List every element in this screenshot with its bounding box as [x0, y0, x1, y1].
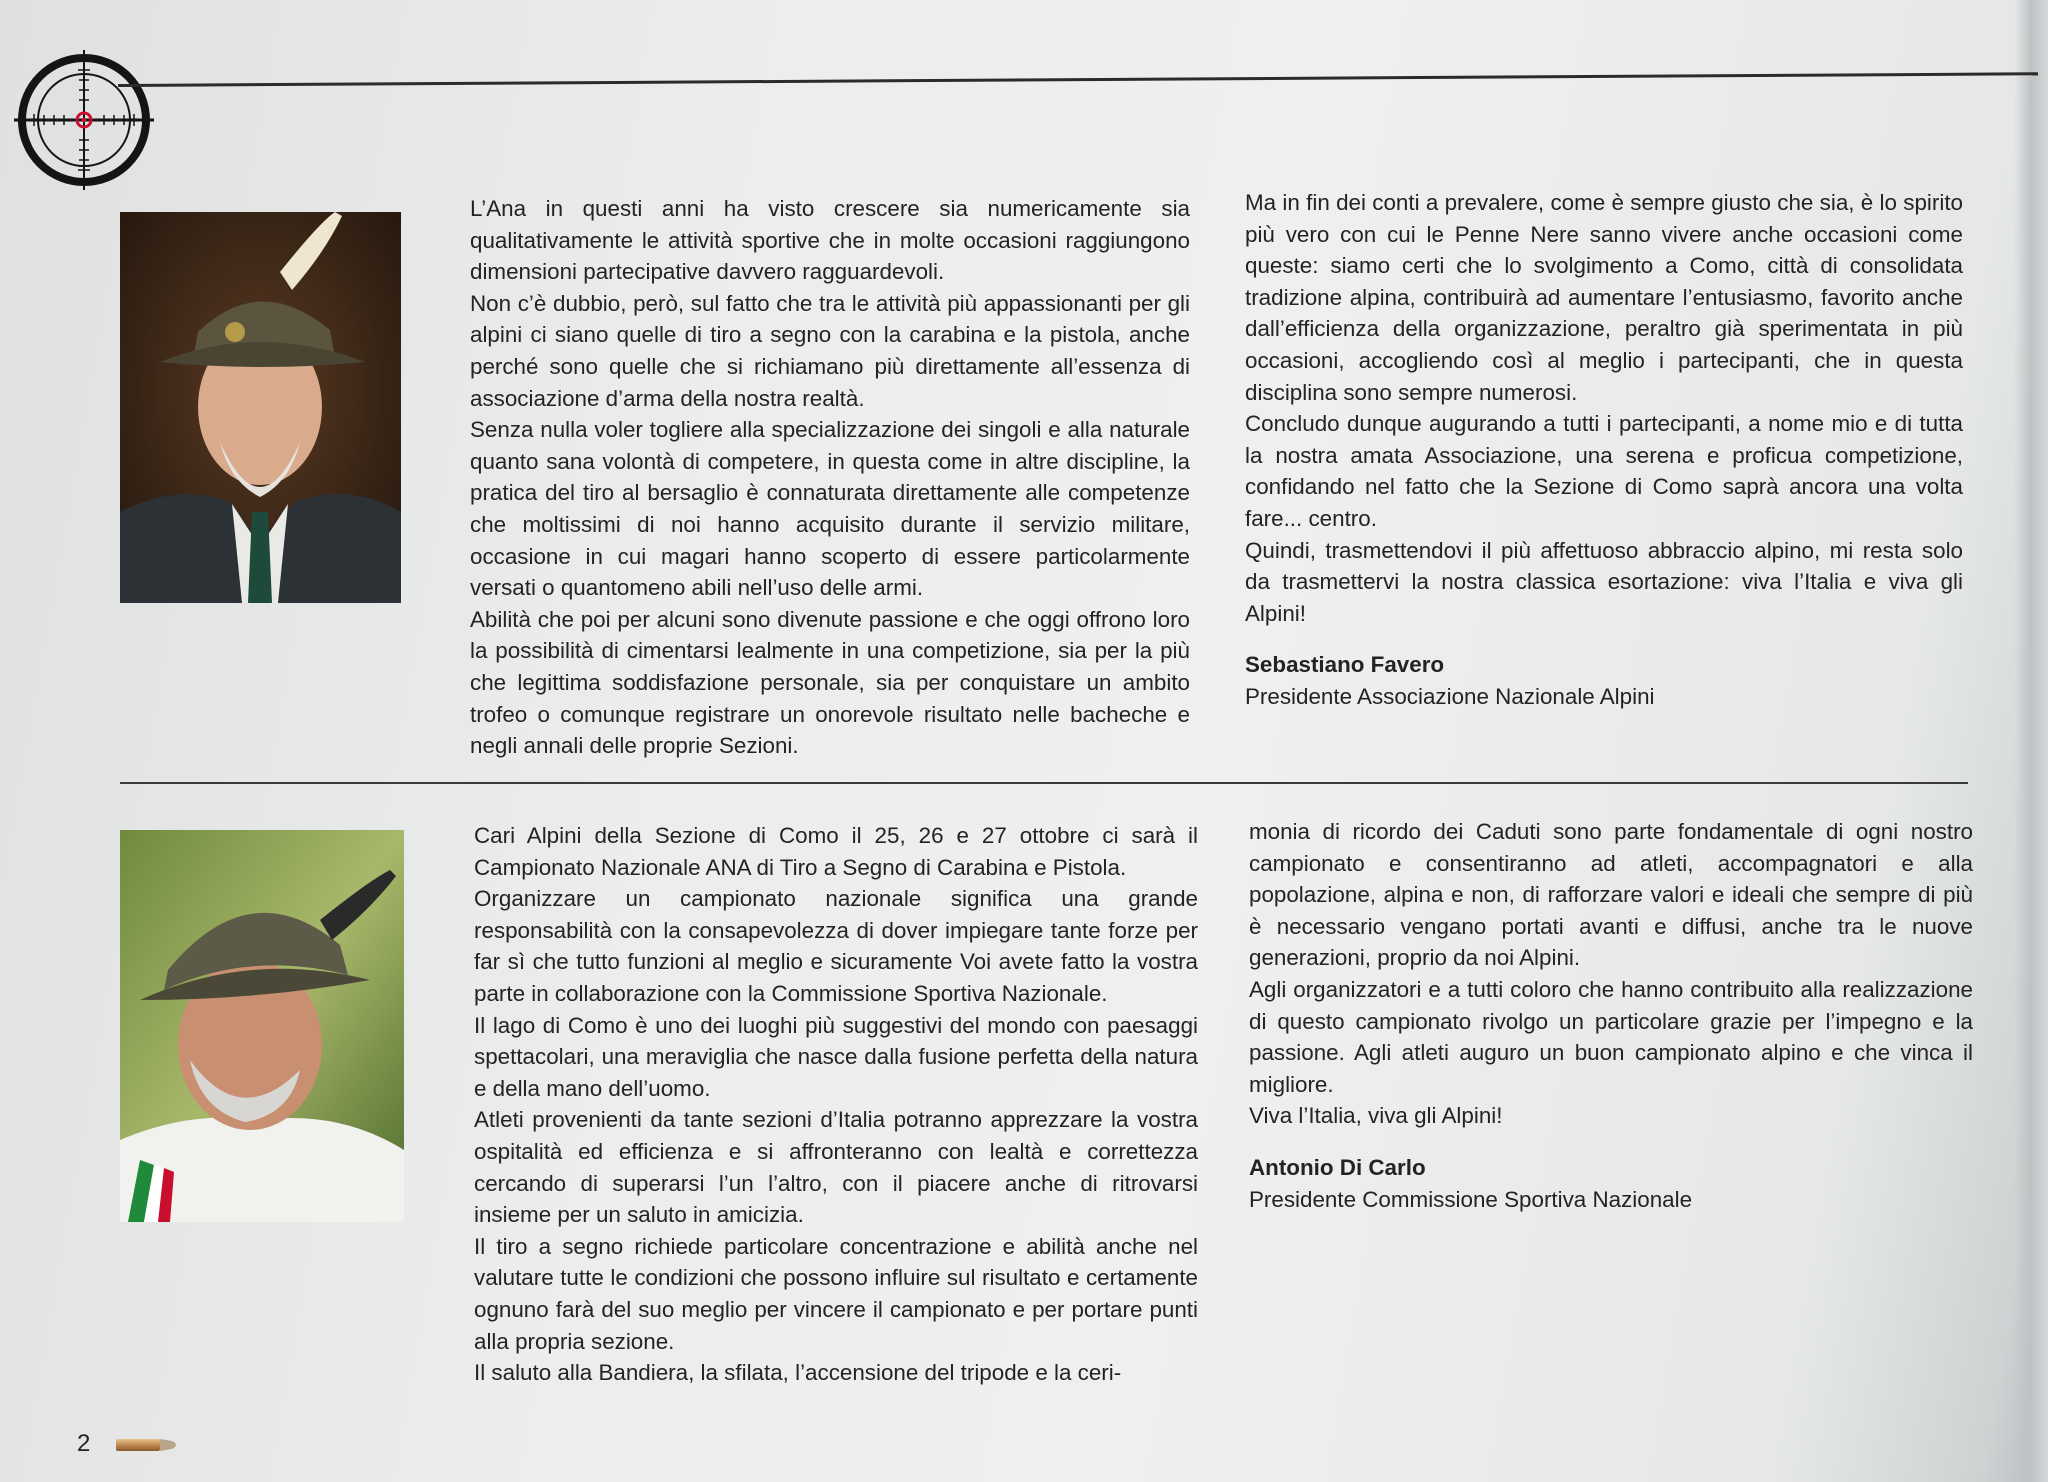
signature-name: Antonio Di Carlo	[1249, 1154, 1426, 1180]
paragraph: Il tiro a segno richiede particolare concentrazione e abilità anche nel valutare tutte le condizioni che possono influire sul risultato e certamente ognuno farà del suo meglio per vincere il campionato e per portare punti alla propria sezione.	[474, 1233, 1198, 1354]
crosshair-target-icon	[14, 50, 154, 190]
signature-role: Presidente Associazione Nazionale Alpini	[1245, 683, 1655, 709]
section-divider	[120, 782, 1968, 784]
paragraph: Organizzare un campionato nazionale significa una grande responsabilità con la consapevolezza di dover impiegare tante forze per far sì che tutto funzioni al meglio e sicuramente Voi avete fatto la vostra parte in collaborazione con la Commissione Sportiva Nazionale.	[474, 886, 1198, 1006]
article-column-right-1	[1245, 187, 1963, 713]
signature-role: Presidente Commissione Sportiva Nazionale	[1249, 1186, 1693, 1212]
bullet-icon	[112, 1434, 182, 1456]
paragraph: Concludo dunque augurando a tutti i partecipanti, a nome mio e di tutta la nostra amata Associazione, una serena e proficua competizione, confidando nel fatto che la Sezione di Como saprà ancora una volta fare... centro.	[1245, 411, 1963, 531]
signature-name: Sebastiano Favero	[1245, 652, 1445, 678]
paragraph: Il lago di Como è uno dei luoghi più suggestivi del mondo con paesaggi spettacolari, una meraviglia che nasce dalla fusione perfetta della natura e della mano dell’uomo.	[474, 1012, 1198, 1101]
paragraph: Cari Alpini della Sezione di Como il 25, 26 e 27 ottobre ci sarà il Campionato Nazionale ANA di Tiro a Segno di Carabina e Pistola.	[474, 823, 1198, 880]
page-spine-shadow	[2014, 0, 2048, 1482]
paragraph: Quindi, trasmettendovi il più affettuoso abbraccio alpino, mi resta solo da trasmettervi la nostra classica esortazione: viva l’Italia e viva gli Alpini!	[1245, 537, 1963, 626]
paragraph: Il saluto alla Bandiera, la sfilata, l’accensione del tripode e la ceri-	[474, 1360, 1122, 1386]
paragraph: Non c’è dubbio, però, sul fatto che tra le attività più appassionanti per gli alpini ci siano quelle di tiro a segno con la carabina e la pistola, anche perché sono quelle che si richiamano più direttamente all’essenza di associazione d’arma della nostra realtà.	[470, 290, 1190, 411]
paragraph: Agli organizzatori e a tutti coloro che hanno contribuito alla realizzazione di questo campionato rivolgo un particolare grazie per l’impegno e la passione. Agli atleti auguro un buon campionato alpino e che vinca il migliore.	[1249, 976, 1973, 1097]
paragraph: Atleti provenienti da tante sezioni d’Italia potranno apprezzare la vostra ospitalità ed efficienza e si affronteranno con lealtà e correttezza cercando di superarsi l’un l’altro, con il piacere anche di ritrovarsi insieme per un saluto in amicizia.	[474, 1107, 1198, 1228]
page-number: 2	[77, 1430, 91, 1457]
article-column-left-2	[474, 820, 1198, 1389]
portrait-photo-favero	[120, 212, 401, 603]
portrait-photo-di-carlo	[120, 830, 404, 1222]
paragraph: monia di ricordo dei Caduti sono parte fondamentale di ogni nostro campionato e consentiranno ad atleti, accompagnatori e alla popolazione, alpina e non, di rafforzare valori e ideali che sempre di più è necessario vengano portati avanti e diffusi, anche tra le nuove generazioni, proprio da noi Alpini.	[1249, 819, 1973, 971]
paragraph: Viva l’Italia, viva gli Alpini!	[1249, 1103, 1503, 1129]
paragraph: Ma in fin dei conti a prevalere, come è sempre giusto che sia, è lo spirito più vero con cui le Penne Nere sanno vivere anche occasioni come queste: siamo certi che lo svolgimento a Como, città di consolidata tradizione alpina, contribuirà ad aumentare l’entusiasmo, favorito anche dall’efficienza della organizzazione, peraltro già sperimentata in più occasioni, accogliendo così al meglio i partecipanti, che in questa disciplina sono sempre numerosi.	[1245, 190, 1963, 405]
article-column-left-1	[470, 193, 1190, 762]
paragraph: Abilità che poi per alcuni sono divenute passione e che oggi offrono loro la possibilità di cimentarsi lealmente in una competizione, sia per la più che legittima soddisfazione personale, sia per conquistare un ambito trofeo o comunque registrare un onorevole risultato nelle bacheche e negli annali delle proprie Sezioni.	[470, 606, 1190, 759]
paragraph: Senza nulla voler togliere alla specializzazione dei singoli e alla naturale quanto sana volontà di competere, in questa come in altre discipline, la pratica del tiro al bersaglio è connaturata direttamente alle competenze che moltissimi di noi hanno acquisito durante il servizio militare, occasione in cui magari hanno scoperto di essere particolarmente versati o quantomeno abili nell’uso delle armi.	[470, 417, 1190, 601]
header-rule	[118, 72, 2038, 87]
article-column-right-2	[1249, 816, 1973, 1215]
paragraph: L’Ana in questi anni ha visto crescere sia numericamente sia qualitativamente le attività sportive che in molte occasioni raggiungono dimensioni partecipative davvero ragguardevoli.	[470, 196, 1190, 285]
